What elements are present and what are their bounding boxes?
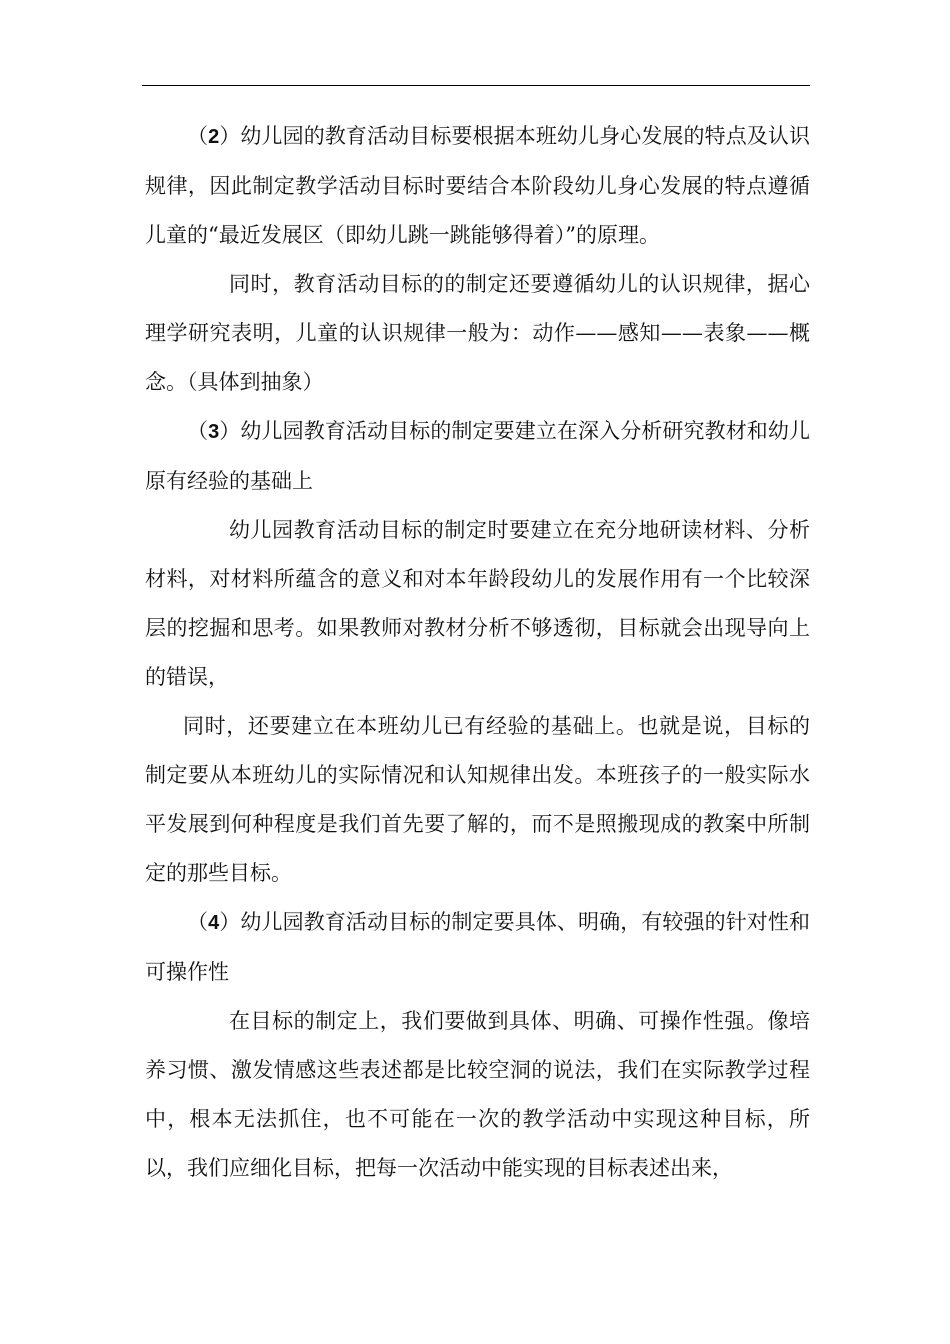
paragraph-body: 同时，还要建立在本班幼儿已有经验的基础上。也就是说，目标的制定要从本班幼儿的实际情况和认知规律出发。本班孩子的一般实际水平发展到何种程度是我们首先要了解的，而不是照搬现成的教案中所制定的那些目标。 <box>145 714 810 885</box>
paragraph-body: 幼儿园教育活动目标的制定时要建立在充分地研读材料、分析材料，对材料所蕴含的意义和对本年龄段幼儿的发展作用有一个比较深层的挖掘和思考。如果教师对教材分析不够透彻，目标就会出现导向上的错误， <box>145 518 810 689</box>
paragraph-heading-4 <box>145 898 810 997</box>
section-number: 3 <box>208 421 220 443</box>
paragraph-text: ）幼儿园教育活动目标的制定要建立在深入分析研究教材和幼儿原有经验的基础上 <box>145 419 811 493</box>
paragraph-body: 在目标的制定上，我们要做到具体、明确、可操作性强。像培养习惯、激发情感这些表述都是比较空洞的说法，我们在实际教学过程中，根本无法抓住，也不可能在一次的教学活动中实现这种目标，所以，我们应细化目标，把每一次活动中能实现的目标表述出来， <box>145 1009 810 1180</box>
paragraph-heading-2 <box>145 112 810 260</box>
paren-open: （ <box>187 910 209 934</box>
paren-open: （ <box>187 124 209 148</box>
paragraph-text: ）幼儿园的教育活动目标要根据本班幼儿身心发展的特点及认识规律，因此制定教学活动目标时要结合本阶段幼儿身心发展的特点遵循儿童的“最近发展区（即幼儿跳一跳能够得着）”的原理。 <box>145 124 811 247</box>
section-number: 2 <box>208 126 220 148</box>
header-rule <box>142 85 810 86</box>
section-number: 4 <box>208 912 220 934</box>
paragraph-body: 同时，教育活动目标的的制定还要遵循幼儿的认识规律，据心理学研究表明，儿童的认识规律一般为：动作——感知——表象——概念。（具体到抽象） <box>145 272 810 394</box>
paragraph-text: ）幼儿园教育活动目标的制定要具体、明确，有较强的针对性和可操作性 <box>145 910 811 984</box>
paren-open: （ <box>187 419 209 443</box>
document-body <box>145 112 810 1193</box>
paragraph-heading-3 <box>145 407 810 506</box>
